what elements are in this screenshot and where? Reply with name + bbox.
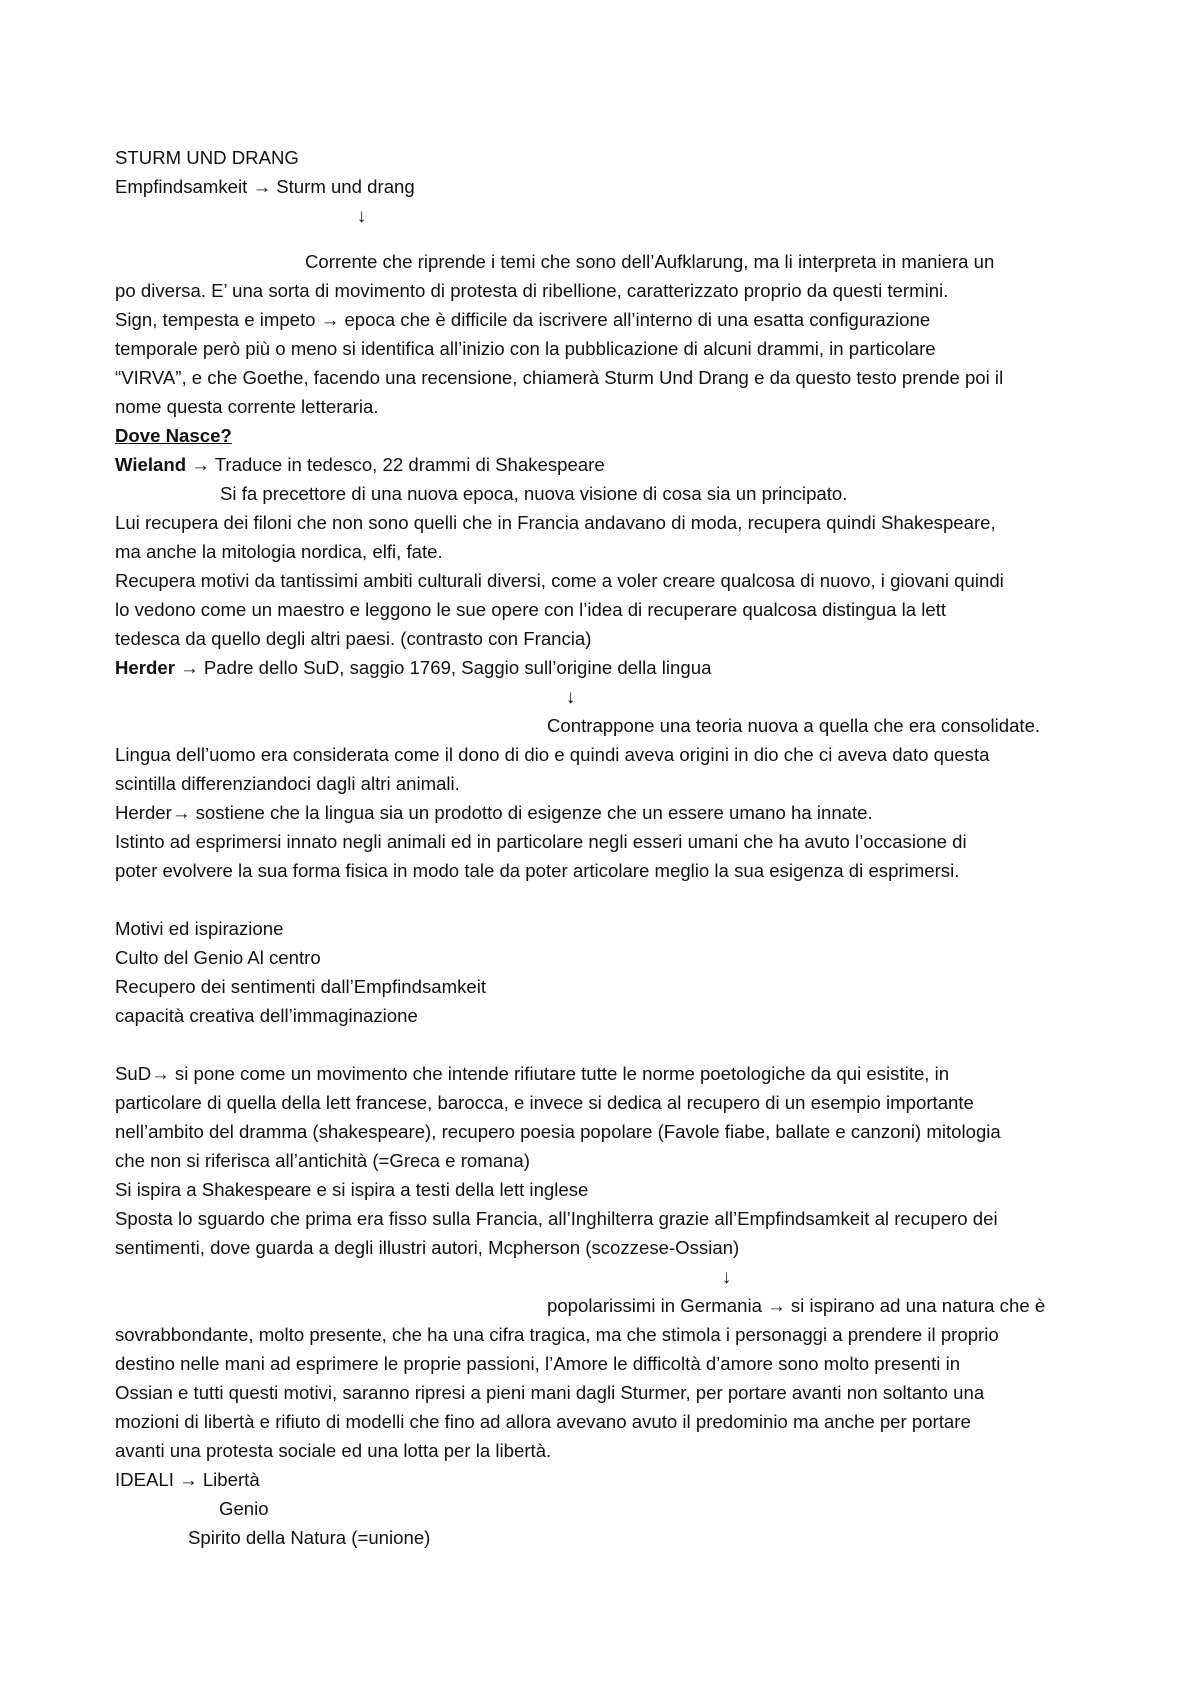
text-line: scintilla differenziandoci dagli altri animali. (115, 773, 460, 794)
text-line: lo vedono come un maestro e leggono le sue opere con l’idea di recuperare qualcosa distingua la lett (115, 599, 947, 620)
arrow-down-icon: ↓ (566, 686, 576, 707)
text-line: Si fa precettore di una nuova epoca, nuova visione di cosa sia un principato. (220, 483, 848, 504)
text-line: capacità creativa dell’immaginazione (115, 1005, 418, 1026)
arrow-right-icon: → (151, 1063, 170, 1084)
arrow-right-icon: → (180, 657, 199, 678)
arrow-right-icon: → (171, 802, 191, 823)
text-line: Ossian e tutti questi motivi, saranno ripresi a pieni mani dagli Sturmer, per portare avanti non soltanto una (115, 1382, 985, 1403)
arrow-right-icon: → (767, 1295, 786, 1316)
text-line: po diversa. E’ una sorta di movimento di protesta di ribellione, caratterizzato proprio da questi termini. (115, 280, 949, 301)
arrow-right-icon: → (320, 309, 340, 330)
text-line: SuD→ si pone come un movimento che intende rifiutare tutte le norme poetologiche da qui esistite, in (115, 1063, 950, 1084)
section-heading: Dove Nasce? (115, 425, 232, 446)
text-line: Motivi ed ispirazione (115, 918, 284, 939)
text-line: sentimenti, dove guarda a degli illustri autori, Mcpherson (scozzese-Ossian) (115, 1237, 740, 1258)
text-line: Istinto ad esprimersi innato negli animali ed in particolare negli esseri umani che ha avuto l’occasione di (115, 831, 967, 852)
arrow-right-icon: → (191, 454, 210, 475)
text-line: poter evolvere la sua forma fisica in modo tale da poter articolare meglio la sua esigenza di esprimersi. (115, 860, 960, 881)
arrow-down-icon: ↓ (357, 205, 367, 226)
text-line: Herder → Padre dello SuD, saggio 1769, Saggio sull’origine della lingua (115, 657, 712, 678)
text-line: IDEALI → Libertà (115, 1469, 260, 1490)
text-line: Si ispira a Shakespeare e si ispira a testi della lett inglese (115, 1179, 589, 1200)
arrow-right-icon: → (179, 1469, 198, 1490)
text-line: Culto del Genio Al centro (115, 947, 321, 968)
text-line: Corrente che riprende i temi che sono dell’Aufklarung, ma li interpreta in maniera un (305, 251, 995, 272)
text-line: sovrabbondante, molto presente, che ha una cifra tragica, ma che stimola i personaggi a prendere il proprio (115, 1324, 999, 1345)
text-line: particolare di quella della lett francese, barocca, e invece si dedica al recupero di un esempio importante (115, 1092, 974, 1113)
text-line: tedesca da quello degli altri paesi. (contrasto con Francia) (115, 628, 592, 649)
text-line: Recupero dei sentimenti dall’Empfindsamkeit (115, 976, 487, 997)
text-line: mozioni di libertà e rifiuto di modelli che fino ad allora avevano avuto il predominio ma anche per portare (115, 1411, 971, 1432)
text-line: Spirito della Natura (=unione) (188, 1527, 431, 1548)
text-line: popolarissimi in Germania → si ispirano ad una natura che è (547, 1295, 1046, 1316)
text-line: che non si riferisca all’antichità (=Greca e romana) (115, 1150, 530, 1171)
text-line: Lui recupera dei filoni che non sono quelli che in Francia andavano di moda, recupera quindi Shakespeare, (115, 512, 996, 533)
text-line: ma anche la mitologia nordica, elfi, fate. (115, 541, 443, 562)
document-title: STURM UND DRANG (115, 147, 299, 168)
arrow-right-icon: → (252, 176, 272, 197)
text-line: Herder→ sostiene che la lingua sia un prodotto di esigenze che un essere umano ha innate. (115, 802, 873, 823)
text-line: Genio (219, 1498, 269, 1519)
text-line: Sign, tempesta e impeto → epoca che è difficile da iscrivere all’interno di una esatta configurazione (115, 309, 931, 330)
text-line: destino nelle mani ad esprimere le proprie passioni, l’Amore le difficoltà d’amore sono molto presenti in (115, 1353, 961, 1374)
text-line: Sposta lo sguardo che prima era fisso sulla Francia, all’Inghilterra grazie all’Empfindsamkeit al recupero dei (115, 1208, 998, 1229)
text-line: Contrappone una teoria nuova a quella che era consolidate. (547, 715, 1041, 736)
arrow-down-icon: ↓ (722, 1266, 732, 1287)
text-line: temporale però più o meno si identifica all’inizio con la pubblicazione di alcuni drammi, in particolare (115, 338, 936, 359)
text-line: Recupera motivi da tantissimi ambiti culturali diversi, come a voler creare qualcosa di nuovo, i giovani quindi (115, 570, 1004, 591)
text-line: avanti una protesta sociale ed una lotta per la libertà. (115, 1440, 552, 1461)
text-line: Empfindsamkeit → Sturm und drang (115, 176, 415, 197)
text-line: nome questa corrente letteraria. (115, 396, 379, 417)
text-line: Lingua dell’uomo era considerata come il dono di dio e quindi aveva origini in dio che ci aveva dato questa (115, 744, 990, 765)
text-line: nell’ambito del dramma (shakespeare), recupero poesia popolare (Favole fiabe, ballate e canzoni) mitologia (115, 1121, 1001, 1142)
text-line: Wieland → Traduce in tedesco, 22 drammi di Shakespeare (115, 454, 605, 475)
text-line: “VIRVA”, e che Goethe, facendo una recensione, chiamerà Sturm Und Drang e da questo testo prende poi il (115, 367, 1004, 388)
